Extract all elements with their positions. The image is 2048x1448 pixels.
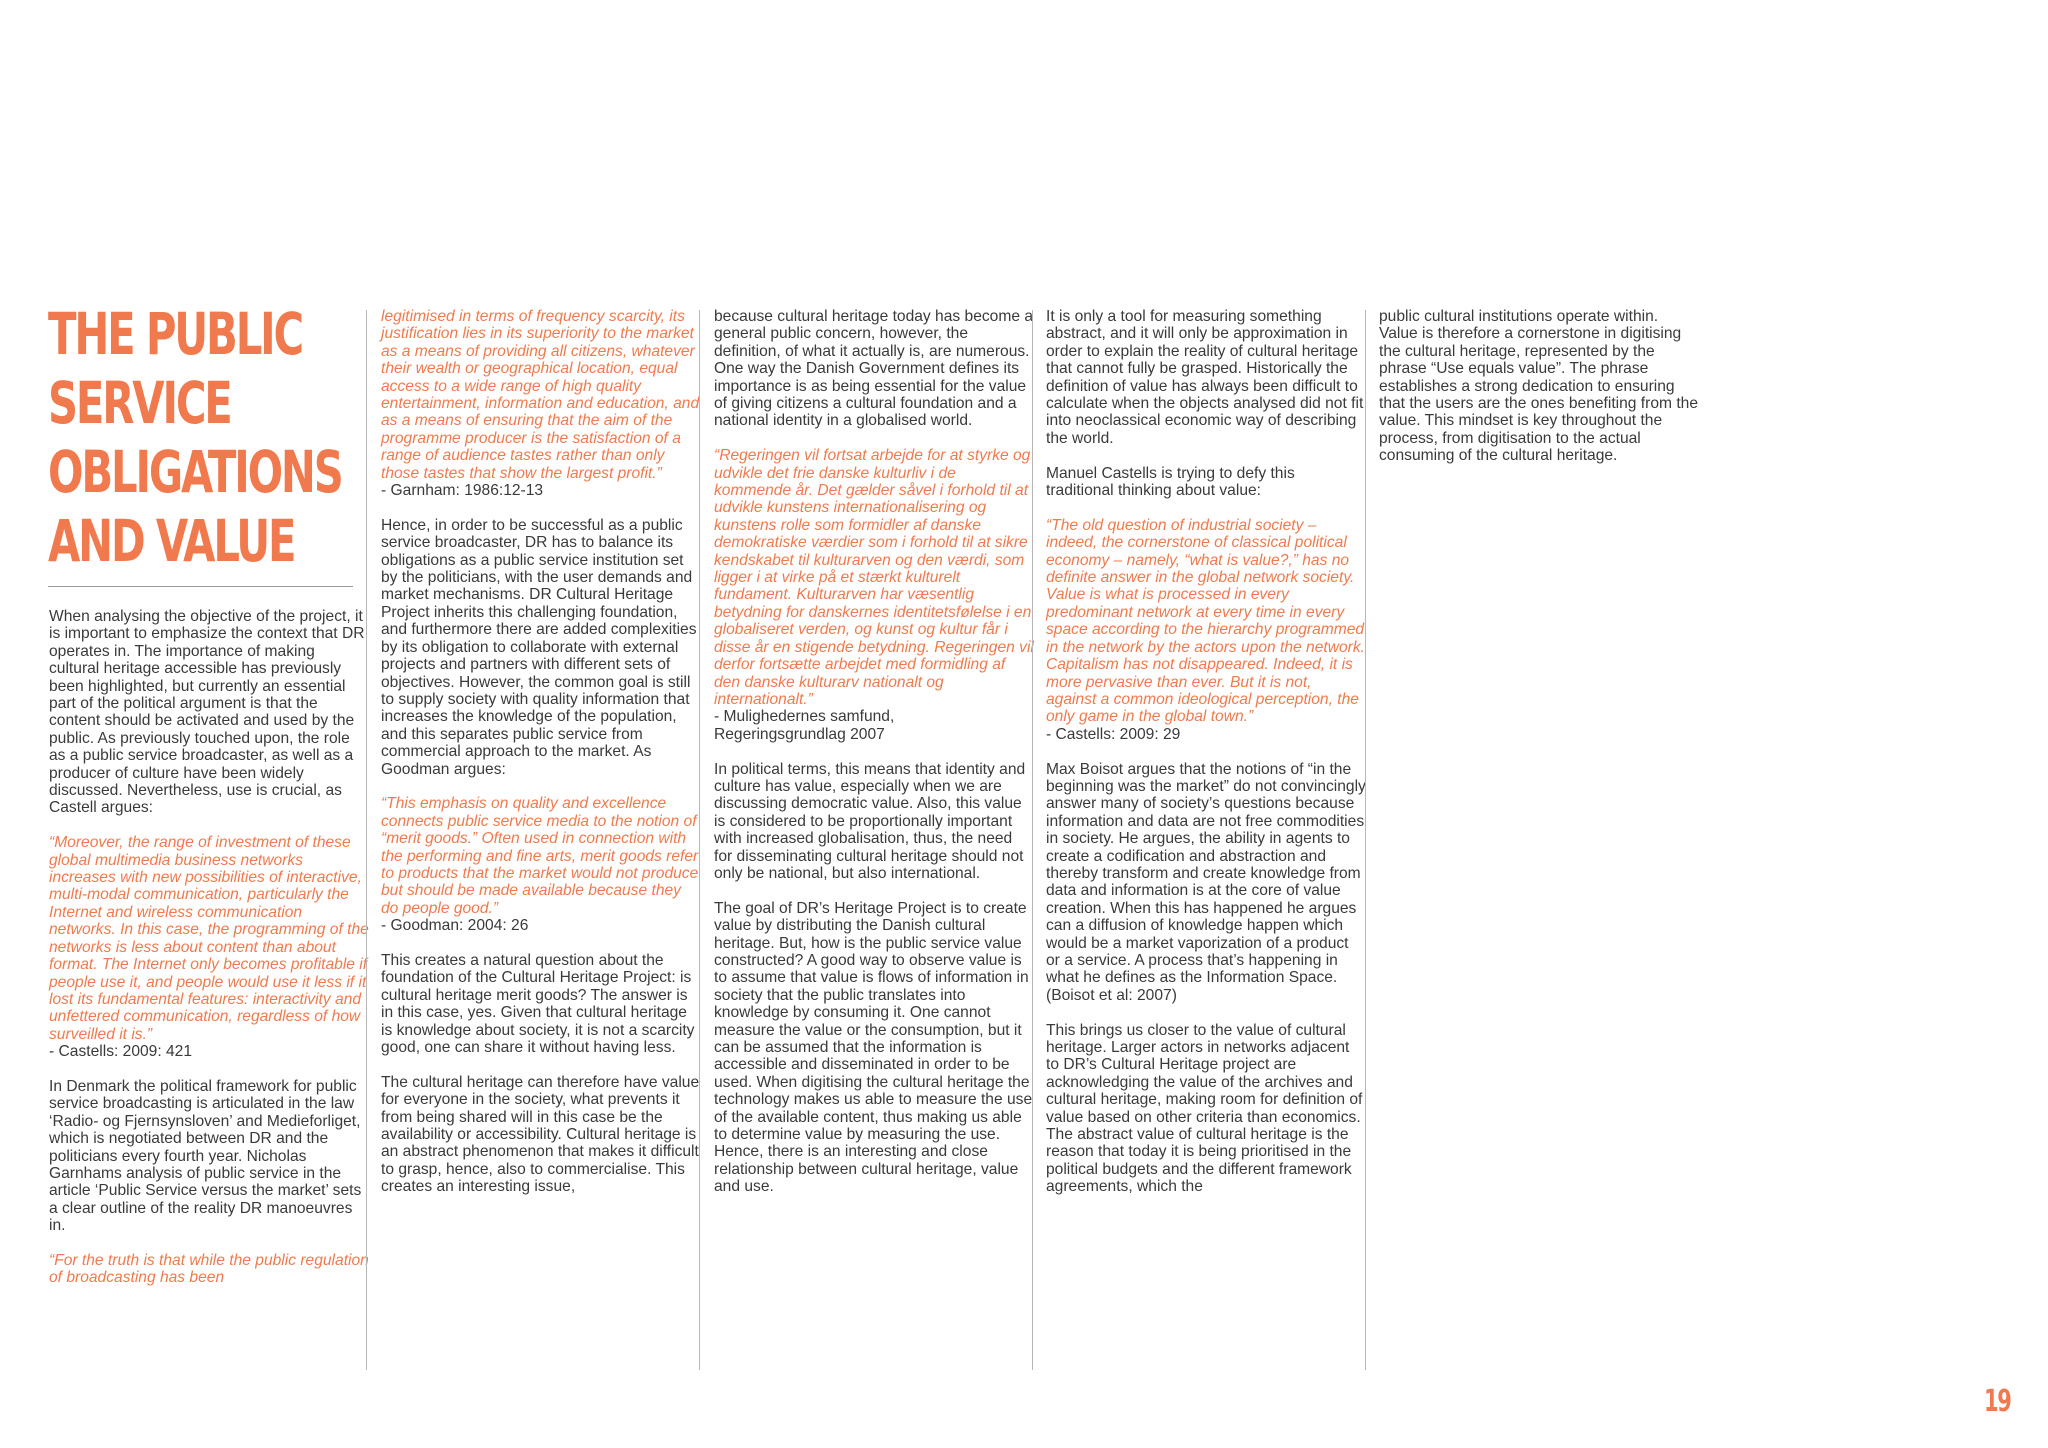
quote-block (381, 795, 701, 934)
citation: - Castells: 2009: 29 (1046, 725, 1181, 743)
column-4 (1046, 308, 1366, 1196)
quote-text: “The old question of industrial society – indeed, the cornerstone of classical political economy – namely, “what is value?,” has no definite answer in the global network society. Value is what is processed in every predominant network at every time in every space according to the hierarchy programmed in the network by the actors upon the network. Capitalism has not disappeared. Indeed, it is more pervasive than ever. But it is not, against a common ideological perception, the only game in the global town.” (1046, 516, 1365, 726)
body-paragraph: It is only a tool for measuring something abstract, and it will only be approximation in order to explain the reality of cultural heritage that cannot fully be grasped. Historically the definition of value has always been difficult to calculate when the objects analysed did not fit into neoclassical economic way of describing the world. (1046, 308, 1364, 447)
citation: - Goodman: 2004: 26 (381, 917, 529, 935)
title-line-1: THE PUBLIC (48, 300, 303, 368)
title-line-4: AND VALUE (48, 507, 295, 575)
body-paragraph: In Denmark the political framework for public service broadcasting is articulated in the law ‘Radio- og Fjernsynsloven’ and Medieforliget, which is negotiated between DR and the politicians every fourth year. Nicholas Garnhams analysis of public service in the article ‘Public Service versus the market’ sets a clear outline of the reality DR manoeuvres in. (49, 1077, 362, 1235)
citation: Regeringsgrundlag 2007 (714, 725, 885, 743)
citation: - Garnham: 1986:12-13 (381, 482, 544, 500)
quote-block (1046, 517, 1366, 743)
page-title (48, 300, 342, 576)
body-paragraph: The cultural heritage can therefore have value for everyone in the society, what prevents it from being shared will in this case be the availability or accessibility. Cultural heritage is an abstract phenomenon that makes it difficult to grasp, hence, also to commercialise. This creates an interesting issue, (381, 1073, 700, 1196)
quote-text: legitimised in terms of frequency scarcity, its justification lies in its superiority to the market as a means of providing all citizens, whatever their wealth or geographical location, equal access to a wide range of high quality entertainment, information and education, and as a means of ensuring that the aim of the programme producer is the satisfaction of a range of audience tastes rather than only those tastes that show the largest profit.” (381, 308, 700, 482)
column-2 (381, 308, 701, 1196)
column-divider (699, 310, 700, 1370)
quote-text: “Regeringen vil fortsat arbejde for at styrke og udvikle det frie danske kulturliv i de kommende år. Det gælder såvel i forhold til at udvikle kunstens internationalisering og kunstens rolle som formidler af danske demokratiske værdier som i forhold til at sikre kendskabet til kulturarven og den værdi, som ligger i at virke på et stærkt kulturelt fundament. Kulturarven har væsentlig betydning for danskernes identitetsfølelse i en globaliseret verden, og kunst og kultur får i disse år en stigende betydning. Regeringen vil derfor fortsætte arbejdet med formidling af den danske kulturarv nationalt og internationalt.” (714, 447, 1034, 708)
body-paragraph: Max Boisot argues that the notions of “in the beginning was the market” do not convincingly answer many of society’s questions because information and data are not free commodities in society. He argues, the ability in agents to create a codification and abstraction and thereby transform and create knowledge from data and information is at the core of value creation. When this has happened he argues can a diffusion of knowledge happen which would be a market vaporization of a product or a service. A process that’s happening in what he defines as the Information Space. (Boisot et al: 2007) (1046, 760, 1366, 1004)
body-paragraph: When analysing the objective of the project, it is important to emphasize the context that DR operates in. The importance of making cultural heritage accessible has previously been highlighted, but currently an essential part of the political argument is that the content should be activated and used by the public. As previously touched upon, the role as a public service broadcaster, as well as a producer of culture have been widely discussed. Nevertheless, use is crucial, as Castell argues: (49, 608, 365, 817)
column-3 (714, 308, 1034, 1196)
quote-block (49, 834, 369, 1060)
title-line-2: SERVICE (48, 369, 231, 437)
column-divider (1032, 310, 1033, 1370)
column-divider (366, 310, 367, 1370)
body-paragraph: because cultural heritage today has become a general public concern, however, the definition, of what it actually is, are numerous. One way the Danish Government defines its importance is as being essential for the value of giving citizens a cultural foundation and a national identity in a globalised world. (714, 308, 1034, 430)
body-paragraph: This brings us closer to the value of cultural heritage. Larger actors in networks adjacent to DR’s Cultural Heritage project are acknowledging the value of the archives and cultural heritage, making room for definition of value based on other criteria than economics. The abstract value of cultural heritage is the reason that today it is being prioritised in the political budgets and the different framework agreements, which the (1046, 1021, 1363, 1196)
page-number: 19 (1984, 1384, 2011, 1419)
title-divider (48, 586, 353, 587)
quote-text: “This emphasis on quality and excellence connects public service media to the notion of “merit goods.” Often used in connection with the performing and fine arts, merit goods refer to products that the market would not produce but should be made available because they do people good.” (381, 795, 699, 917)
body-paragraph: This creates a natural question about the foundation of the Cultural Heritage Project: is cultural heritage merit goods? The answer is in this case, yes. Given that cultural heritage is knowledge about society, it is not a scarcity good, one can share it without having less. (381, 951, 695, 1057)
citation: - Mulighedernes samfund, (714, 708, 895, 726)
title-line-3: OBLIGATIONS (48, 438, 342, 506)
quote-text: “For the truth is that while the public regulation of broadcasting has been (49, 1251, 369, 1287)
body-paragraph: Hence, in order to be successful as a public service broadcaster, DR has to balance its obligations as a public service institution set by the politicians, with the user demands and market mechanisms. DR Cultural Heritage Project inherits this challenging foundation, and furthermore there are added complexities by its obligation to collaborate with external projects and partners with different sets of objectives. However, the common goal is still to supply society with quality information that increases the knowledge of the population, and this separates public service from commercial approach to the market. As Goodman argues: (381, 516, 697, 778)
body-paragraph: Manuel Castells is trying to defy this traditional thinking about value: (1046, 464, 1295, 500)
quote-text: “Moreover, the range of investment of these global multimedia business networks increases with new possibilities of interactive, multi-modal communication, particularly the Internet and wireless communication networks. In this case, the programming of the networks is less about content than about format. The Internet only becomes profitable if people use it, and people would use it less if it lost its fundamental features: interactivity and unfettered communication, regardless of how surveilled it is.” (49, 834, 369, 1043)
citation: - Castells: 2009: 421 (49, 1043, 193, 1061)
column-5 (1379, 308, 1699, 465)
body-paragraph: The goal of DR’s Heritage Project is to create value by distributing the Danish cultural heritage. But, how is the public service value constructed? A good way to observe value is to assume that value is flows of information in society that the public translates into knowledge by consuming it. One cannot measure the value or the consumption, but it can be assumed that the information is accessible and disseminated in order to be used. When digitising the cultural heritage the technology makes us able to measure the use of the available content, thus making us able to determine value by measuring the use. Hence, there is an interesting and close relationship between cultural heritage, value and use. (714, 899, 1033, 1196)
quote-block (381, 308, 701, 499)
body-paragraph: public cultural institutions operate within. Value is therefore a cornerstone in digitising the cultural heritage, represented by the phrase “Use equals value”. The phrase establishes a strong dedication to ensuring that the users are the ones benefiting from the value. This mindset is key throughout the process, from digitisation to the actual consuming of the cultural heritage. (1379, 308, 1699, 465)
body-paragraph: In political terms, this means that identity and culture has value, especially when we are discussing democratic value. Also, this value is considered to be proportionally important with increased globalisation, thus, the need for disseminating cultural heritage should not only be national, but also international. (714, 760, 1026, 882)
column-divider (1365, 310, 1366, 1370)
quote-block (714, 447, 1034, 743)
column-1 (49, 608, 369, 1287)
quote-block (49, 1252, 369, 1287)
